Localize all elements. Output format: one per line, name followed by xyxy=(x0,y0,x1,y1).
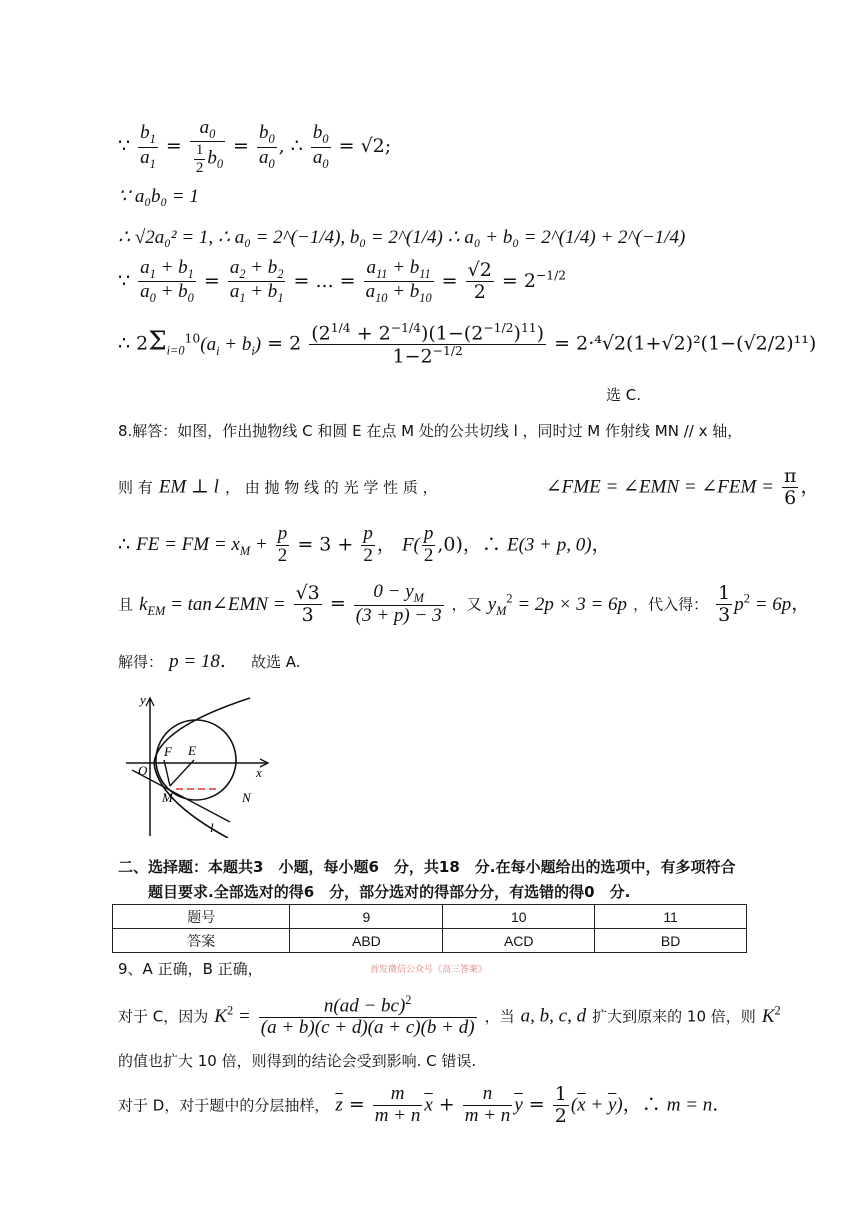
section2-heading-line1: 二、选择题：本题共3 小题，每小题6 分，共18 分.在每小题给出的选项中，有多项符合 xyxy=(118,858,736,876)
table-cell: BD xyxy=(595,929,747,953)
segment-me xyxy=(170,760,194,786)
table-cell: 11 xyxy=(595,905,747,929)
watermark-text: 首发微信公众号《高三答案》 xyxy=(370,965,488,975)
sol9-line1: 9、A 正确，B 正确， xyxy=(118,960,263,978)
label-f: F xyxy=(164,744,172,759)
circle-e xyxy=(156,720,236,800)
sol7-answer: 选 C. xyxy=(606,386,642,404)
sol9-line3: 的值也扩大 10 倍，则得到的结论会受到影响. C 错误. xyxy=(118,1052,477,1070)
sol9-line2: 对于 C，因为 $K^2$ = $\frac{n(ad - bc)^2}{(a + b)(c + d)(a + c)(b + d)}$ ，当 a, b, c, d 扩大到原来的 10 倍，则 $K^2$ xyxy=(118,993,781,1039)
sol8-line3: ∴ FE = FM = $x_M$ + $\frac{p}{2}$ = 3 + $\frac{p}{2}$ ， F( $\frac{p}{2}$ ,0)，∴ E(3 + p, 0)， xyxy=(118,523,611,566)
sol8-line4: 且 $k_{EM}$ = tan∠EMN = $\frac{√3}{3}$ = $\frac{0 - y_M}{(3 + p) - 3}$ ，又 $y_M^2 = 2p \times 3 = 6p$ ，代入得： $\frac{1}{3}$ $p^2 = 6p$， xyxy=(118,581,811,627)
sol9-line4: 对于 D，对于题中的分层抽样， z = $\frac{m}{m + n}$ x + $\frac{n}{m + n}$ y = $\frac{1}{2}$ (x + y)，∴ m = n. xyxy=(118,1083,719,1127)
label-m: M xyxy=(162,790,173,805)
table-row xyxy=(113,929,747,953)
sol8-line2: 则 有 EM ⊥ l ， 由 抛 物 线 的 光 学 性 质 ， ∠FME = ∠EMN = ∠FEM = $\frac{\pi}{6}$ ， xyxy=(118,465,820,509)
sol7-line2: ∵ a₀b₀ = 1 xyxy=(118,186,199,207)
sol7-line3: ∴ √2a₀² = 1, ∴ a₀ = 2^(−1/4), b₀ = 2^(1/4) ∴ a₀ + b₀ = 2^(1/4) + 2^(−1/4) xyxy=(118,227,686,248)
answer-table xyxy=(112,904,747,953)
section2-heading-line2: 题目要求.全部选对的得6 分，部分选对的得部分分，有选错的得0 分. xyxy=(148,883,631,901)
sol8-line5: 解得： p = 18. 故选 A. xyxy=(118,650,301,672)
segment-mf xyxy=(164,760,170,786)
table-cell: ABD xyxy=(290,929,443,953)
table-cell: 9 xyxy=(290,905,443,929)
sol8-line1: 8.解答：如图，作出抛物线 C 和圆 E 在点 M 处的公共切线 l ，同时过 M 作射线 MN // x 轴， xyxy=(118,422,743,440)
sol7-line4: ∵ $\frac{a_1 + b_1}{a_0 + b_0}$ = $\frac{a_2 + b_2}{a_1 + b_1}$ = ... = $\frac{a_{11} + b_{11}}{a_{10} + b_{10}}$ = $\frac{√2}{2}$ = $2^{-1/2}$ xyxy=(118,257,567,306)
label-e: E xyxy=(188,743,196,758)
label-n: N xyxy=(242,790,251,805)
label-o: O xyxy=(138,763,148,778)
table-cell: 题号 xyxy=(113,905,290,929)
sol7-line1: ∵ $\frac{b_1}{a_1}$ = $a_0$ $\frac{1}{2}$ $b_0$ = $\frac{b_0}{a_0}$ , ∴ $\frac{b_0}{a_0}$ = √2; xyxy=(118,117,392,176)
label-y: y xyxy=(140,692,146,707)
table-cell: 答案 xyxy=(113,929,290,953)
label-l: l xyxy=(210,820,214,835)
table-cell: 10 xyxy=(443,905,595,929)
sol7-line5: ∴ $2\Sigma_{i=0}^{10}(a_i + b_i) = 2$ $\frac{(2^{1/4} + 2^{-1/4})(1-(2^{-1/2})^{11})}{1-2^{-1/2}}$ = 2·⁴√2(1+√2)²(1−(√2/2)¹¹) xyxy=(118,321,817,368)
table-cell: ACD xyxy=(443,929,595,953)
label-x: x xyxy=(256,765,262,780)
parabola-circle-figure xyxy=(118,688,278,838)
table-row xyxy=(113,905,747,929)
